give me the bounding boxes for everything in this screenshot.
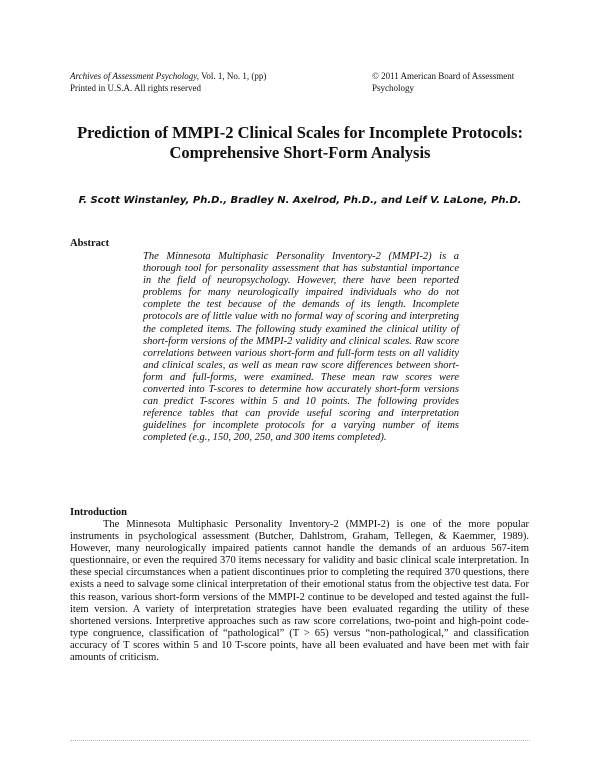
copyright-notice: © 2011 American Board of Assessment Psychology (372, 71, 515, 93)
footer-divider (70, 740, 530, 741)
citation-line (70, 71, 350, 83)
paper-title: Prediction of MMPI-2 Clinical Scales for Incomplete Protocols: Comprehensive Short-Form Analysis (77, 123, 523, 162)
volume-info: Vol. 1, No. 1, (pp) (198, 71, 267, 81)
journal-name: Archives of Assessment Psychology, (70, 71, 199, 81)
running-header-left (70, 71, 350, 94)
introduction-text: The Minnesota Multiphasic Personality Inventory-2 (MMPI-2) is one of the more popular instruments in psychological assessment (Butcher, Dahlstrom, Graham, Tellegen, & Kaemmer, 1989). However, many neurologically impaired patients cannot handle the demands of an arduous 567-item questionnaire, or even the required 370 items necessary for validity and basic clinical scale interpretation. In these special circumstances when a patient discontinues prior to completing the required 370 questions, there exists a need to salvage some clinical interpretation of their emotional status from the objective test data. For this reason, various short-form versions of the MMPI-2 continue to be developed and tested against the full-item version. A variety of interpretation strategies have been evaluated regarding the utility of these shortened versions. Interpretive approaches such as raw score correlations, two-point and high-point code-type congruence, classification of “pathological” (T > 65) versus “non-pathological,” and classification accuracy of T scores within 5 and 10 T-score points, have all been evaluated and have been met with fair amounts of criticism. (70, 519, 529, 664)
introduction-heading: Introduction (70, 507, 127, 518)
abstract-text: The Minnesota Multiphasic Personality Inventory-2 (MMPI-2) is a thorough tool for personality assessment that has substantial importance in the field of neuropsychology. However, there have been reported problems for many neurologically impaired individuals who do not complete the test because of the demands of its length. Incomplete protocols are of little value with no formal way of scoring and interpreting the completed items. The following study examined the clinical utility of short-form versions of the MMPI-2 validity and clinical scales. Raw score correlations between various short-form and full-form tests on all validity and clinical scales, as well as mean raw score differences between short-form and full-forms, were examined. These mean raw scores were converted into T-scores to determine how accurately short-form versions can predict T-scores within 5 and 10 points. The following provides reference tables that can provide useful scoring and interpretation guidelines for incomplete protocols for a varying number of items completed (e.g., 150, 200, 250, and 300 items completed). (143, 251, 459, 444)
author-list: F. Scott Winstanley, Ph.D., Bradley N. Axelrod, Ph.D., and Leif V. LaLone, Ph.D. (78, 195, 522, 206)
printed-notice: Printed in U.S.A. All rights reserved (70, 82, 201, 93)
abstract-heading: Abstract (70, 238, 110, 249)
